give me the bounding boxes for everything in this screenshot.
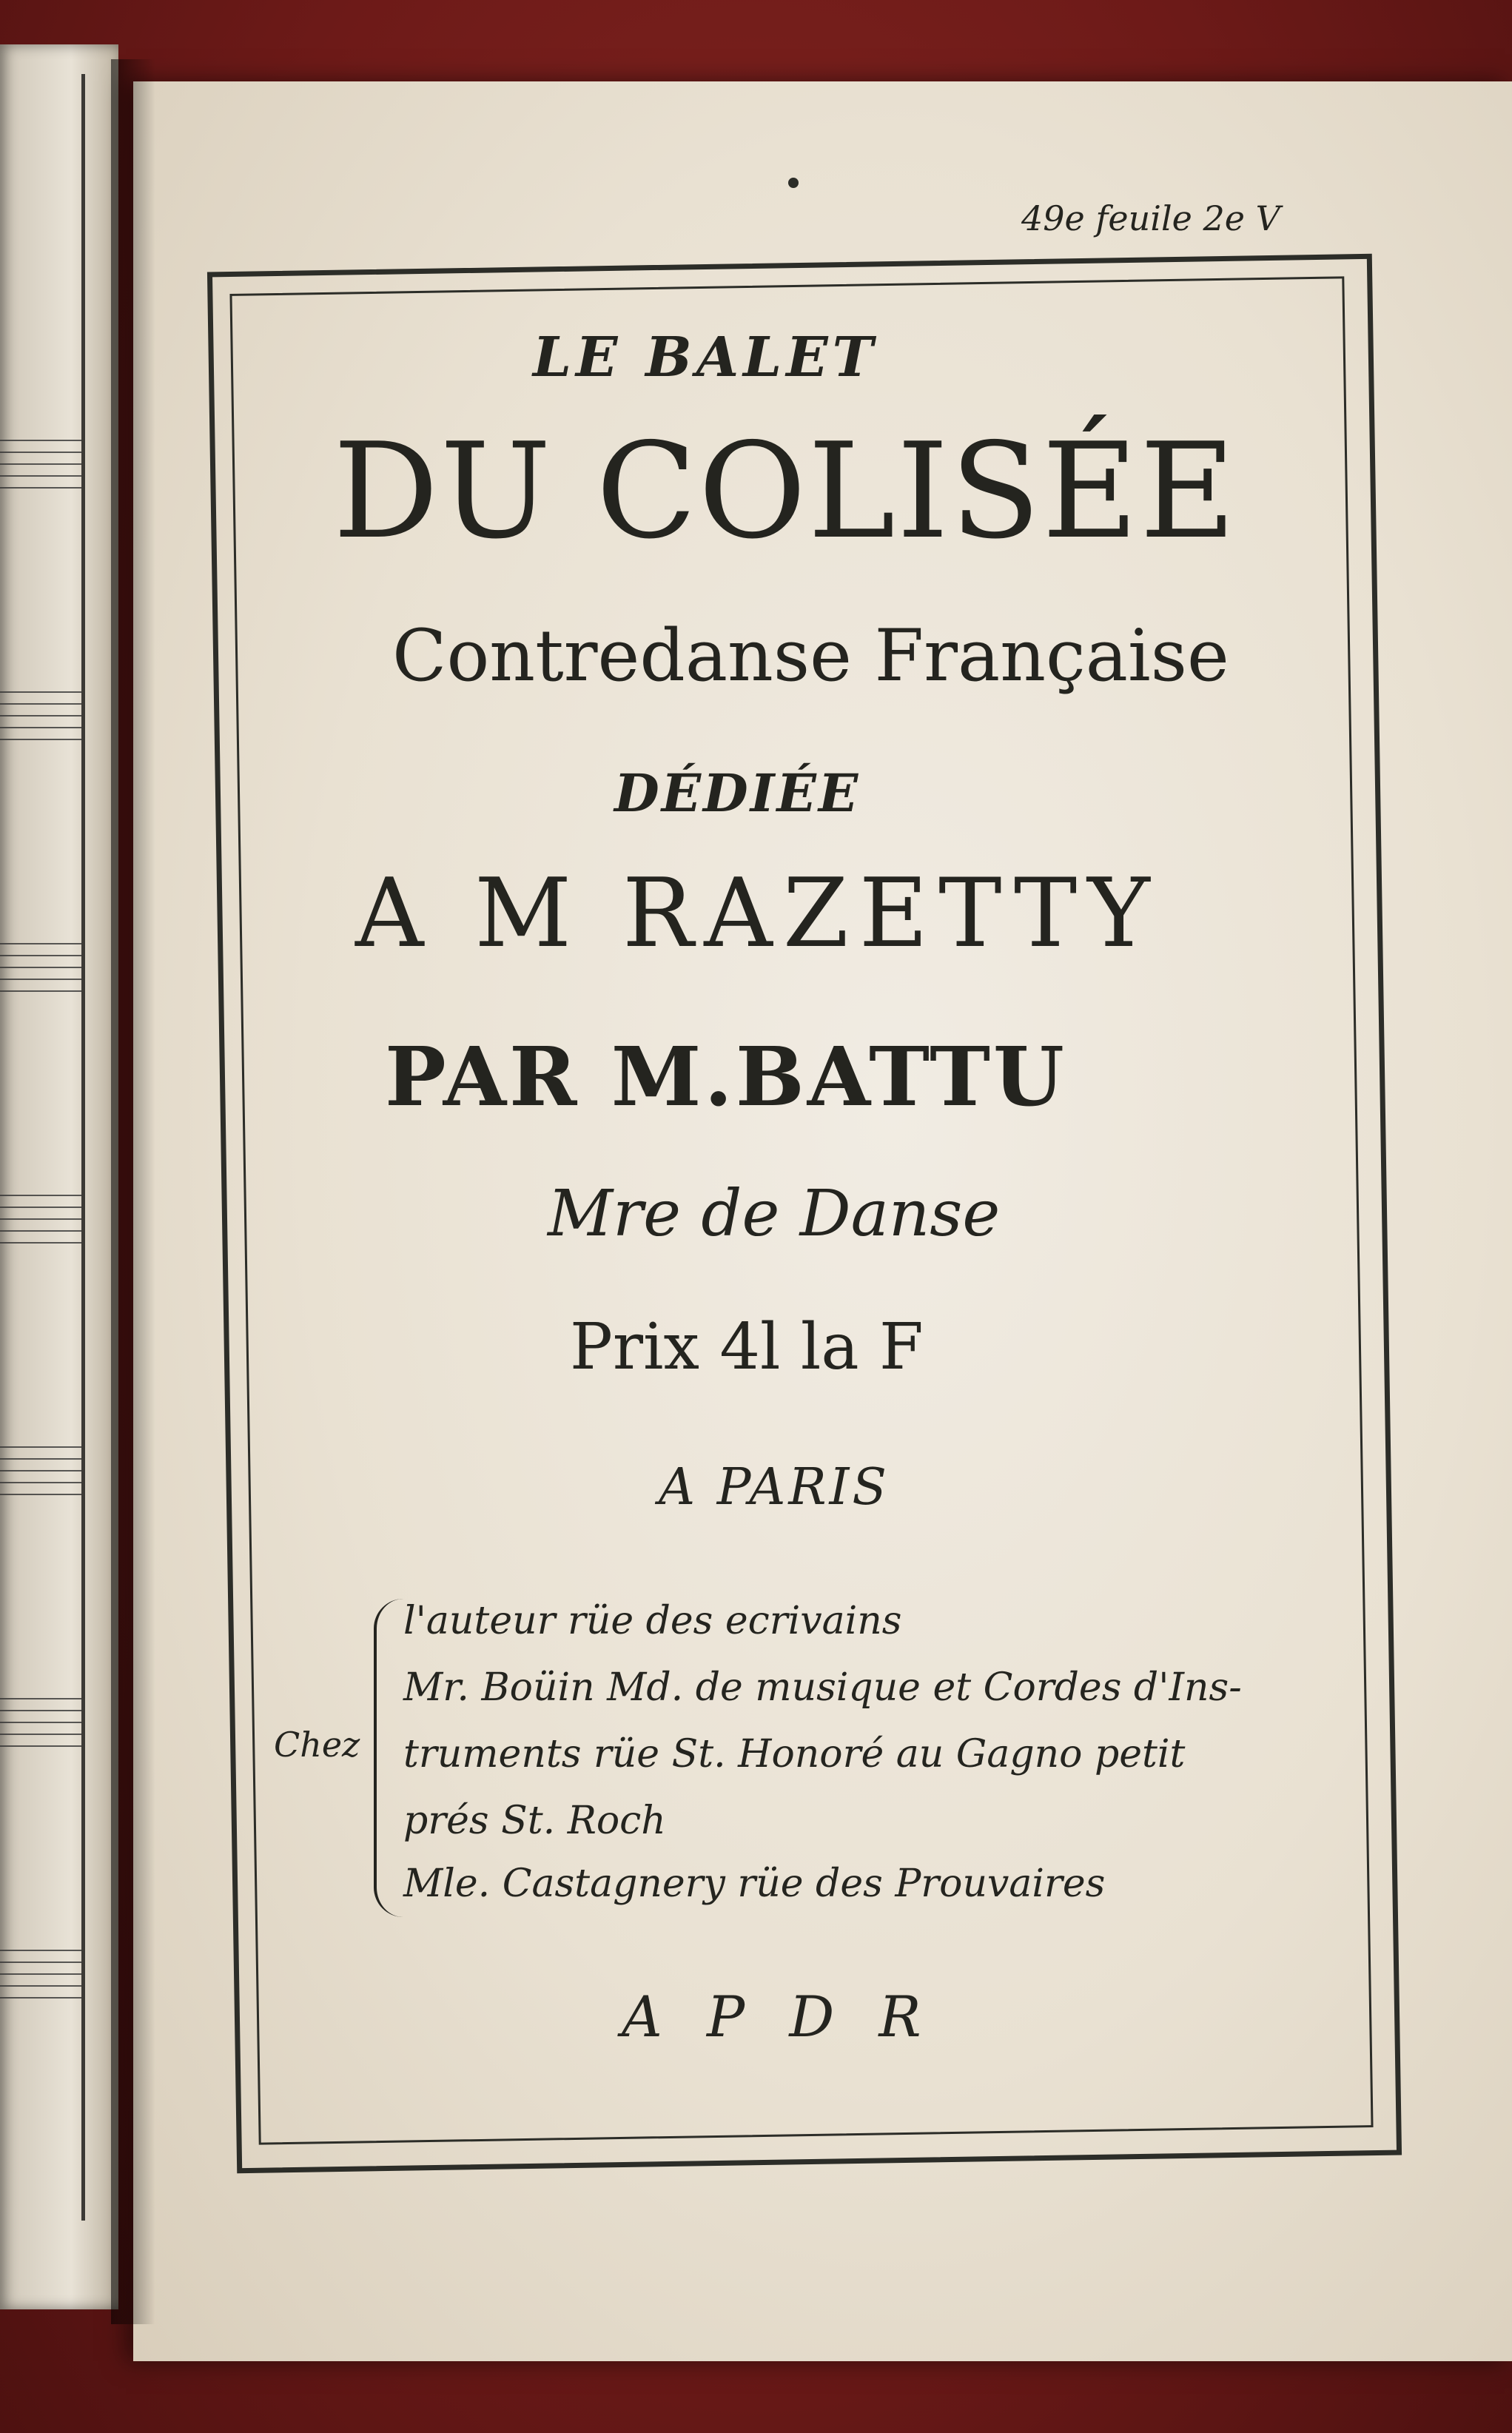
music-staff [0, 1436, 81, 1503]
title-line-1: LE BALET [533, 326, 878, 389]
price: Prix 4l la F [570, 1310, 924, 1384]
music-staff [0, 933, 81, 999]
page-gutter-shadow [111, 59, 155, 2324]
sellers-label: Chez [274, 1725, 360, 1765]
corner-note: 49e feuile 2e V [1021, 198, 1280, 238]
seller-line: prés St. Roch [403, 1799, 666, 1843]
title-line-2: DU COLISÉE [333, 415, 1237, 568]
music-staff-frame [0, 74, 85, 2221]
music-staff [0, 1939, 81, 2006]
seller-line: Mle. Castagnery rüe des Prouvaires [403, 1862, 1106, 1906]
facing-page-music [0, 44, 118, 2309]
seller-line: Mr. Boüin Md. de musique et Cordes d'Ins- [403, 1665, 1242, 1710]
music-staff [0, 1184, 81, 1251]
seller-line: l'auteur rüe des ecrivains [403, 1599, 902, 1643]
ink-dot [788, 178, 799, 188]
dedication: DÉDIÉE [614, 762, 861, 824]
author-title: Mre de Danse [548, 1177, 1001, 1251]
music-staff [0, 1688, 81, 1754]
music-staff [0, 429, 81, 496]
music-staff [0, 681, 81, 748]
privilege-mark: A P D R [622, 1984, 935, 2050]
seller-line: truments rüe St. Honoré au Gagno petit [403, 1732, 1186, 1776]
place: A PARIS [659, 1458, 890, 1517]
dedicatee: A M RAZETTY [355, 859, 1160, 969]
author: PAR M.BATTU [385, 1029, 1067, 1124]
subtitle: Contredanse Française [392, 614, 1229, 697]
sellers-brace [374, 1599, 406, 1917]
